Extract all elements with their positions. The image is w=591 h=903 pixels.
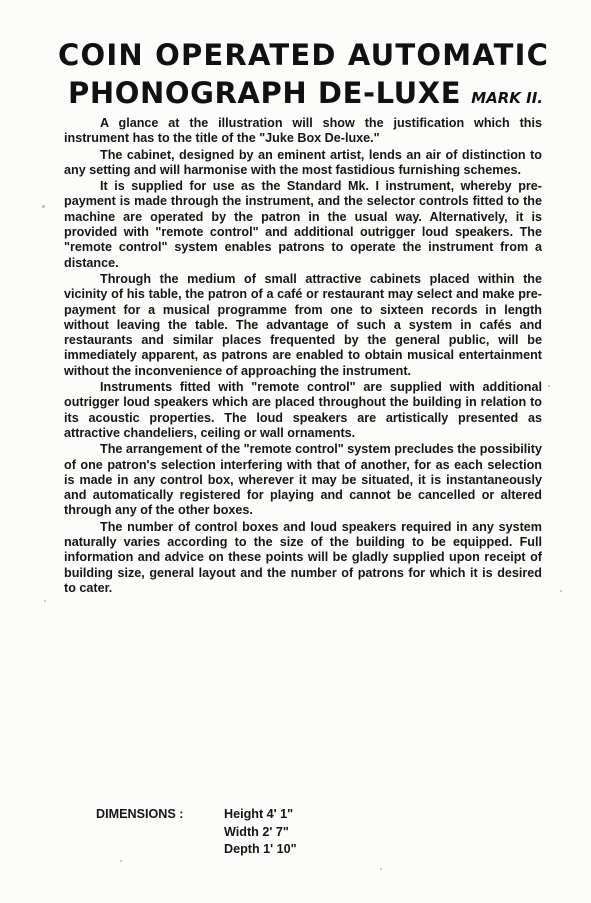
paragraph-standard-use: It is supplied for use as the Standard Mk. I instrument, whereby pre-payment is made through the instrument, and the selector controls fitted to the machine are operated by the patron in the usual way. Alternatively, it is provided with "remote control" and additional outrigger loud speakers. The "remote control" system enables patrons to operate the instrument from a distance. [64, 179, 542, 270]
dimension-depth: Depth 1' 10" [224, 842, 297, 856]
print-speck [548, 385, 550, 387]
dimensions-values [224, 806, 297, 859]
dimensions-label: DIMENSIONS : [96, 807, 184, 821]
dimension-width: Width 2' 7" [224, 824, 289, 839]
paragraph-arrangement: The arrangement of the "remote control" system precludes the possibility of one patron's selection interfering with that of another, for as each selection is made in any control box, wherever it may be situated, it is instantaneously and automatically registered for playing and cannot be cancelled or altered through any of the other boxes. [64, 442, 542, 518]
dimension-height: Height 4' 1" [224, 807, 294, 821]
title-text-2: PHONOGRAPH DE-LUXE [68, 76, 462, 110]
print-speck [42, 205, 45, 208]
paragraph-loud-speakers: Instruments fitted with "remote control" are supplied with additional outrigger loud speakers which are placed throughout the building in relation to its acoustic properties. The loud speakers are artistically presented as attractive chandeliers, ceiling or wall ornaments. [64, 380, 542, 440]
document-title-line-2 [68, 76, 543, 110]
body-text [64, 116, 542, 597]
model-mark: MARK II. [471, 89, 543, 107]
print-speck [560, 590, 562, 592]
document-title-line-1 [58, 38, 549, 72]
print-speck [120, 860, 122, 862]
paragraph-remote-cabinets: Through the medium of small attractive cabinets placed within the vicinity of his table, the patron of a café or restaurant may select and make pre-payment for a musical programme from one to sixteen records in length without leaving the table. The advantage of such a system in cafés and restaurants and similar places frequented by the general public, will be immediately apparent, as patrons are enabled to obtain musical entertainment without the inconvenience of approaching the instrument. [64, 271, 542, 378]
paragraph-cabinet: The cabinet, designed by an eminent artist, lends an air of distinction to any setting and will harmonise with the most fastidious furnishing schemes. [64, 147, 542, 177]
paragraph-control-boxes: The number of control boxes and loud speakers required in any system naturally varies according to the size of the building to be equipped. Full information and advice on these points will be gladly supplied upon receipt of building size, general layout and the number of patrons for which it is desired to cater. [64, 519, 542, 595]
print-speck [44, 600, 46, 602]
print-speck [380, 868, 382, 870]
title-text-1: COIN OPERATED AUTOMATIC [58, 38, 550, 72]
paragraph-intro: A glance at the illustration will show the justification which this instrument has to the title of the "Juke Box De-luxe." [64, 116, 542, 146]
